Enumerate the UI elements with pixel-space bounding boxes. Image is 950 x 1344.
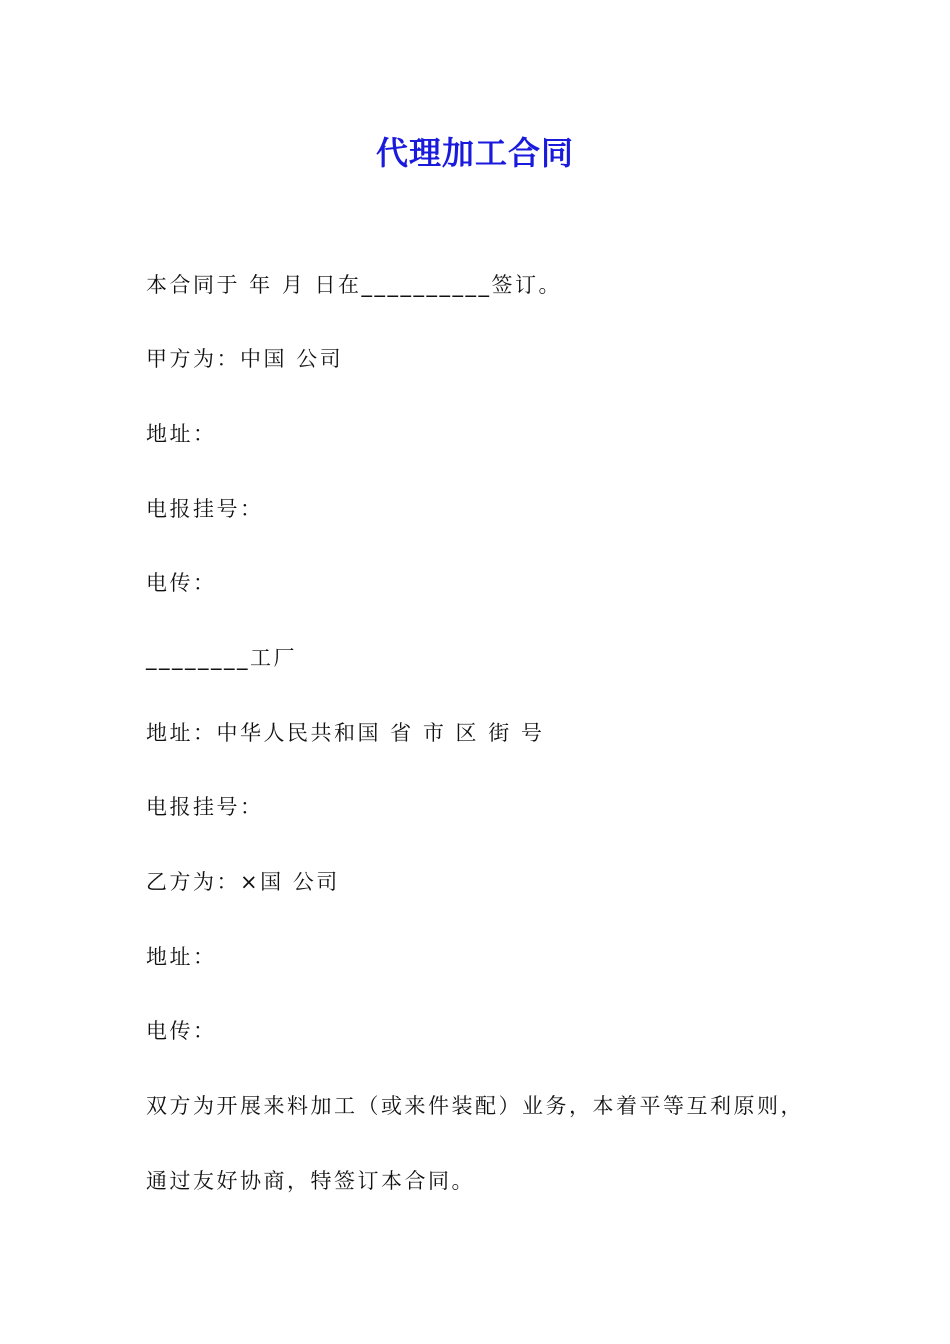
- party-a-telegraph-line: 电报挂号：: [146, 497, 264, 521]
- preamble-line-2: 通过友好协商，特签订本合同。: [146, 1169, 475, 1193]
- preamble-line-1: 双方为开展来料加工（或来件装配）业务，本着平等互利原则，: [146, 1094, 804, 1118]
- party-b-telex-line: 电传：: [146, 1019, 217, 1043]
- party-a-address-line: 地址：: [146, 422, 217, 446]
- party-b-line: 乙方为：×国 公司: [146, 870, 340, 894]
- document-title: 代理加工合同: [375, 134, 574, 172]
- party-a-line: 甲方为：中国 公司: [146, 347, 344, 371]
- factory-address-line: 地址：中华人民共和国 省 市 区 街 号: [146, 721, 545, 745]
- factory-line: ________工厂: [146, 646, 297, 670]
- party-b-address-line: 地址：: [146, 945, 217, 969]
- factory-telegraph-line: 电报挂号：: [146, 795, 264, 819]
- party-a-telex-line: 电传：: [146, 571, 217, 595]
- contract-date-line: 本合同于 年 月 日在__________签订。: [146, 273, 563, 297]
